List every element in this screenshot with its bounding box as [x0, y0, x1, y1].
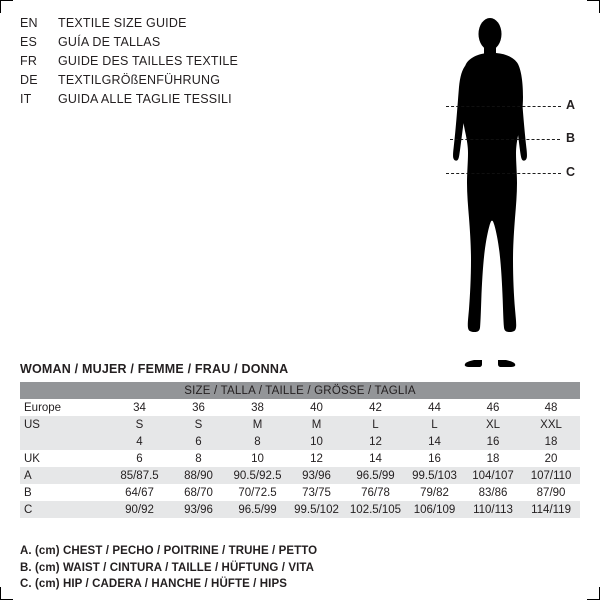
measurement-figure	[400, 8, 590, 368]
table-cell: 107/110	[522, 467, 580, 484]
language-row	[20, 73, 350, 92]
table-row	[20, 467, 580, 484]
guide-label-a: A	[566, 98, 576, 112]
language-title: TEXTILGRÖßENFÜHRUNG	[58, 73, 221, 87]
legend-item-c: C. (cm) HIP / CADERA / HANCHE / HÜFTE / HIPS	[20, 578, 288, 590]
table-cell: 70/72.5	[228, 484, 287, 501]
table-cell: 18	[464, 450, 522, 467]
table-cell: 90.5/92.5	[228, 467, 287, 484]
table-cell: 8	[228, 433, 287, 450]
language-title: GUIDE DES TAILLES TEXTILE	[58, 54, 239, 68]
table-cell: 104/107	[464, 467, 522, 484]
language-title: GUÍA DE TALLAS	[58, 35, 161, 49]
table-cell: 12	[287, 450, 346, 467]
size-table-wrapper	[20, 382, 580, 518]
table-cell: S	[169, 416, 228, 433]
language-heading-list	[20, 16, 350, 111]
table-cell: 14	[346, 450, 405, 467]
corner-mark-bottom-left	[0, 587, 13, 600]
guide-line-c	[446, 173, 561, 174]
table-cell: 12	[346, 433, 405, 450]
table-cell: M	[228, 416, 287, 433]
table-row	[20, 416, 580, 433]
table-cell: 99.5/103	[405, 467, 464, 484]
table-cell: 68/70	[169, 484, 228, 501]
table-cell: 16	[464, 433, 522, 450]
measurement-legend	[20, 543, 440, 593]
language-row	[20, 35, 350, 54]
row-label: US	[20, 416, 110, 433]
table-cell: 38	[228, 399, 287, 416]
table-cell: 64/67	[110, 484, 169, 501]
row-label: B	[20, 484, 110, 501]
table-cell: 46	[464, 399, 522, 416]
legend-item-a: A. (cm) CHEST / PECHO / POITRINE / TRUHE / PETTO	[20, 545, 318, 557]
table-cell: 102.5/105	[346, 501, 405, 518]
table-cell: 85/87.5	[110, 467, 169, 484]
row-label	[20, 433, 110, 450]
table-cell: 93/96	[169, 501, 228, 518]
table-cell: 76/78	[346, 484, 405, 501]
language-code: DE	[20, 73, 38, 87]
table-cell: 20	[522, 450, 580, 467]
table-cell: 48	[522, 399, 580, 416]
legend-item-b: B. (cm) WAIST / CINTURA / TAILLE / HÜFTUNG / VITA	[20, 561, 315, 574]
table-row	[20, 433, 580, 450]
table-group-heading: WOMAN / MUJER / FEMME / FRAU / DONNA	[20, 362, 289, 376]
language-title: TEXTILE SIZE GUIDE	[58, 16, 187, 30]
table-cell: 90/92	[110, 501, 169, 518]
table-cell: 4	[110, 433, 169, 450]
row-label: A	[20, 467, 110, 484]
table-cell: XXL	[522, 416, 580, 433]
guide-line-b	[450, 139, 560, 140]
table-cell: L	[405, 416, 464, 433]
row-label: Europe	[20, 399, 110, 416]
table-cell: 42	[346, 399, 405, 416]
table-cell: 87/90	[522, 484, 580, 501]
table-row	[20, 501, 580, 518]
table-cell: 34	[110, 399, 169, 416]
guide-line-a	[446, 106, 561, 107]
language-code: EN	[20, 16, 38, 30]
table-cell: 8	[169, 450, 228, 467]
table-cell: 10	[287, 433, 346, 450]
table-cell: M	[287, 416, 346, 433]
corner-mark-bottom-right	[587, 587, 600, 600]
table-band-row	[20, 382, 580, 399]
table-cell: 99.5/102	[287, 501, 346, 518]
table-band-label: SIZE / TALLA / TAILLE / GRÖSSE / TAGLIA	[20, 382, 580, 399]
table-cell: 18	[522, 433, 580, 450]
table-cell: 106/109	[405, 501, 464, 518]
table-cell: 93/96	[287, 467, 346, 484]
table-cell: 6	[110, 450, 169, 467]
table-cell: 79/82	[405, 484, 464, 501]
language-row	[20, 16, 350, 35]
language-code: IT	[20, 92, 32, 106]
row-label: UK	[20, 450, 110, 467]
table-row	[20, 484, 580, 501]
language-row	[20, 92, 350, 111]
table-row	[20, 399, 580, 416]
table-cell: L	[346, 416, 405, 433]
table-cell: XL	[464, 416, 522, 433]
language-code: FR	[20, 54, 38, 68]
table-cell: S	[110, 416, 169, 433]
table-cell: 114/119	[522, 501, 580, 518]
table-cell: 6	[169, 433, 228, 450]
table-cell: 10	[228, 450, 287, 467]
table-cell: 110/113	[464, 501, 522, 518]
guide-label-c: C	[566, 165, 576, 179]
row-label: C	[20, 501, 110, 518]
language-title: GUIDA ALLE TAGLIE TESSILI	[58, 92, 232, 106]
female-body-silhouette-icon	[430, 8, 550, 368]
table-cell: 36	[169, 399, 228, 416]
table-cell: 73/75	[287, 484, 346, 501]
table-cell: 14	[405, 433, 464, 450]
language-code: ES	[20, 35, 38, 49]
corner-mark-top-left	[0, 0, 13, 13]
table-row	[20, 450, 580, 467]
language-row	[20, 54, 350, 73]
size-table	[20, 382, 580, 518]
table-cell: 16	[405, 450, 464, 467]
table-cell: 40	[287, 399, 346, 416]
table-cell: 83/86	[464, 484, 522, 501]
table-cell: 88/90	[169, 467, 228, 484]
table-cell: 96.5/99	[228, 501, 287, 518]
guide-label-b: B	[566, 131, 576, 145]
table-cell: 44	[405, 399, 464, 416]
table-cell: 96.5/99	[346, 467, 405, 484]
